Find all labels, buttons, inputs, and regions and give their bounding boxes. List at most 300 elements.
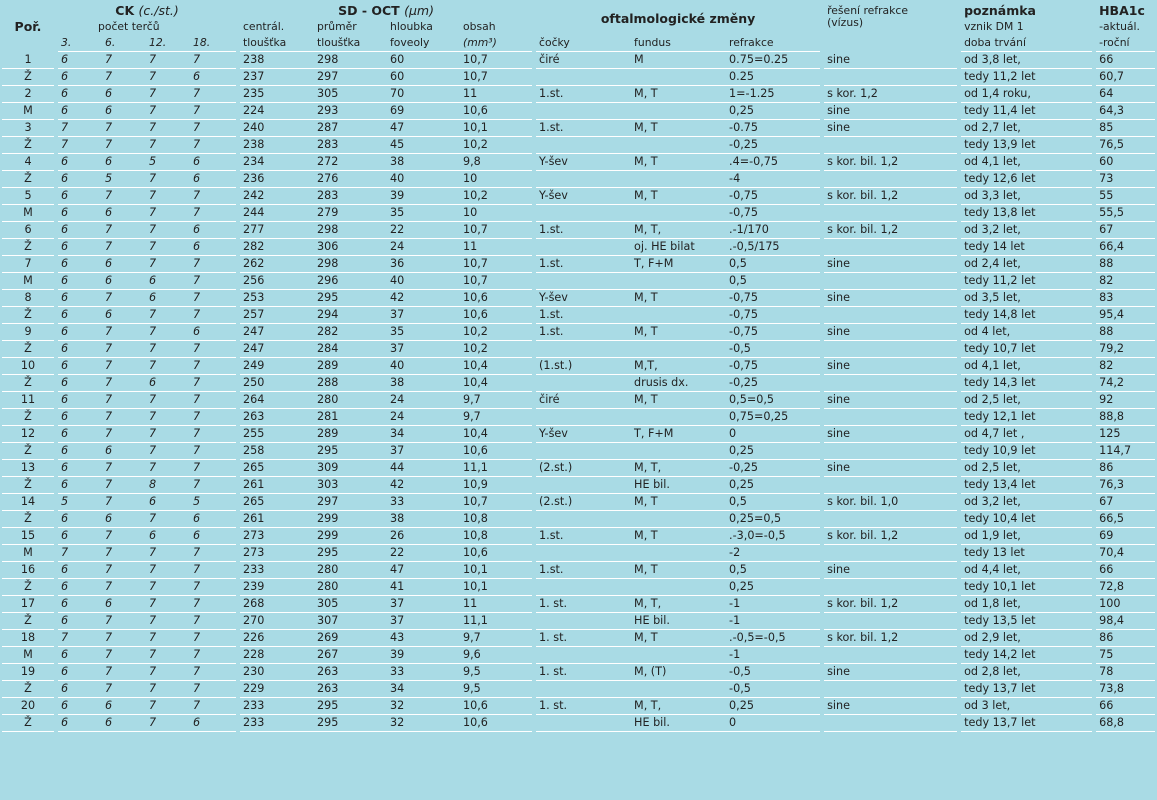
ck-value: 7 [190,307,236,324]
oct-value: 305 [314,596,387,613]
ck-value: 7 [146,171,190,188]
table-row [2,86,1155,103]
oct-value: 22 [387,545,460,562]
patient-number: 15 [2,528,54,545]
table-row [2,460,1155,477]
poznamka-value: tedy 13 let [961,545,1092,562]
poznamka-value: od 2,7 let, [961,120,1092,137]
oct-value: 293 [314,103,387,120]
ck-value: 5 [102,171,146,188]
ck-value: 7 [146,188,190,205]
oct-value: 10,4 [460,426,532,443]
poznamka-value: tedy 12,6 let [961,171,1092,188]
hba-value: 79,2 [1096,341,1155,358]
patient-number: 17 [2,596,54,613]
refrakce-value: -0,75 [726,358,820,375]
hba-value: 95,4 [1096,307,1155,324]
oct-value: 263 [314,664,387,681]
patient-number: 19 [2,664,54,681]
poznamka-value: tedy 12,1 let [961,409,1092,426]
ck-value: 7 [146,205,190,222]
cocky-value: Y-šev [536,188,631,205]
patient-sex: M [2,647,54,664]
oct-value: 34 [387,426,460,443]
refrakce-value: -0,75 [726,307,820,324]
poznamka-value: tedy 13,8 let [961,205,1092,222]
oct-value: 9,7 [460,630,532,647]
oct-value: 229 [240,681,314,698]
oct-value: 10,4 [460,375,532,392]
reseni-value [824,613,957,630]
oct-value: 224 [240,103,314,120]
ck-value: 6 [58,579,102,596]
hba-value: 88 [1096,324,1155,341]
oct-value: 284 [314,341,387,358]
table-row [2,222,1155,239]
ck-value: 6 [190,171,236,188]
refrakce-value: .-1/170 [726,222,820,239]
ck-value: 7 [146,596,190,613]
patient-sex: Ž [2,477,54,494]
oct-value: 299 [314,528,387,545]
oct-value: 244 [240,205,314,222]
reseni-value [824,307,957,324]
fundus-value: HE bil. [631,613,726,630]
oct-value: 299 [314,511,387,528]
col-header-oct-prumer: průměr [317,20,357,33]
ck-value: 7 [102,681,146,698]
poznamka-value: od 4,7 let , [961,426,1092,443]
ck-value: 6 [58,426,102,443]
hba-value: 67 [1096,222,1155,239]
fundus-value [631,341,726,358]
col-header-fundus: fundus [631,35,726,52]
oct-value: 233 [240,562,314,579]
oct-value: 305 [314,86,387,103]
oct-value: 44 [387,460,460,477]
table-row [2,375,1155,392]
hba-value: 75 [1096,647,1155,664]
ck-value: 6 [58,86,102,103]
oct-value: 10,7 [460,69,532,86]
oct-value: 10,2 [460,324,532,341]
table-row [2,562,1155,579]
ck-value: 7 [102,52,146,69]
reseni-value: s kor. bil. 1,2 [824,188,957,205]
cocky-value: Y-šev [536,290,631,307]
oct-value: 255 [240,426,314,443]
patient-number: 11 [2,392,54,409]
hba-value: 66,4 [1096,239,1155,256]
reseni-value [824,443,957,460]
reseni-value: sine [824,664,957,681]
ck-value: 7 [146,698,190,715]
oct-value: 10,7 [460,256,532,273]
oct-value: 10,6 [460,715,532,732]
ck-value: 7 [190,630,236,647]
ck-value: 7 [102,290,146,307]
reseni-value: s kor. bil. 1,2 [824,154,957,171]
ck-value: 7 [102,341,146,358]
refrakce-value: 0 [726,715,820,732]
oct-value: 33 [387,664,460,681]
reseni-value [824,273,957,290]
fundus-value [631,273,726,290]
ck-value: 6 [102,596,146,613]
cocky-value [536,103,631,120]
ck-value: 6 [58,664,102,681]
poznamka-value: od 1,8 let, [961,596,1092,613]
patient-sex: Ž [2,511,54,528]
oct-value: 10 [460,205,532,222]
ck-value: 6 [58,528,102,545]
table-header [2,3,1155,52]
refrakce-value: 0,25 [726,103,820,120]
table-row [2,511,1155,528]
fundus-value [631,205,726,222]
patient-number: 5 [2,188,54,205]
hba-value: 74,2 [1096,375,1155,392]
refrakce-value: -0,75 [726,188,820,205]
oct-value: 249 [240,358,314,375]
fundus-value: M, T [631,154,726,171]
ck-value: 6 [102,307,146,324]
table-row [2,426,1155,443]
hba-value: 70,4 [1096,545,1155,562]
col-header-oct: SD - OCT (µm) [338,3,434,18]
oct-value: 230 [240,664,314,681]
cocky-value: Y-šev [536,154,631,171]
ck-value: 7 [190,375,236,392]
oct-value: 281 [314,409,387,426]
oct-value: 10,7 [460,222,532,239]
ck-value: 7 [102,460,146,477]
col-header-doba-trvani: doba trvání [961,35,1092,52]
fundus-value: oj. HE bilat [631,239,726,256]
col-header-oct-prumer-2: tloušťka [314,35,387,52]
reseni-value [824,681,957,698]
ck-value: 6 [58,647,102,664]
fundus-value: HE bil. [631,715,726,732]
reseni-value: sine [824,358,957,375]
cocky-value: (1.st.) [536,358,631,375]
refrakce-value: -1 [726,613,820,630]
ck-value: 6 [190,715,236,732]
oct-value: 262 [240,256,314,273]
patient-sex: Ž [2,137,54,154]
fundus-value [631,443,726,460]
ck-value: 7 [102,562,146,579]
ck-value: 7 [146,358,190,375]
ck-value: 7 [146,443,190,460]
poznamka-value: tedy 10,7 let [961,341,1092,358]
oct-value: 45 [387,137,460,154]
ck-value: 7 [190,664,236,681]
oct-value: 24 [387,239,460,256]
cocky-value: 1.st. [536,120,631,137]
ck-value: 6 [58,69,102,86]
poznamka-value: tedy 11,2 let [961,69,1092,86]
col-header-ck-18: 18. [190,35,236,52]
reseni-value [824,715,957,732]
patient-number: 20 [2,698,54,715]
patient-sex: Ž [2,409,54,426]
table-row [2,341,1155,358]
patient-number: 8 [2,290,54,307]
hba-value: 55,5 [1096,205,1155,222]
fundus-value: T, F+M [631,426,726,443]
refrakce-value: .4=-0,75 [726,154,820,171]
fundus-value: M, (T) [631,664,726,681]
hba-value: 68,8 [1096,715,1155,732]
ck-value: 6 [102,715,146,732]
oct-value: 37 [387,596,460,613]
poznamka-value: tedy 14,3 let [961,375,1092,392]
ck-value: 6 [190,222,236,239]
oct-value: 264 [240,392,314,409]
ck-value: 7 [146,392,190,409]
hba-value: 86 [1096,630,1155,647]
fundus-value [631,681,726,698]
col-header-ck-3: 3. [58,35,102,52]
ck-value: 7 [190,358,236,375]
table-row [2,528,1155,545]
oct-value: 10,8 [460,528,532,545]
oct-value: 283 [314,188,387,205]
oct-value: 228 [240,647,314,664]
patient-sex: Ž [2,443,54,460]
ck-value: 7 [190,647,236,664]
table-row [2,630,1155,647]
patient-number: 10 [2,358,54,375]
oct-value: 295 [314,715,387,732]
cocky-value: 1.st. [536,256,631,273]
ck-value: 7 [102,324,146,341]
ck-value: 7 [190,86,236,103]
patient-sex: M [2,273,54,290]
ck-value: 7 [102,120,146,137]
ck-value: 7 [102,528,146,545]
refrakce-value: -0,25 [726,375,820,392]
oct-value: 36 [387,256,460,273]
ck-value: 6 [190,324,236,341]
oct-value: 303 [314,477,387,494]
oct-value: 235 [240,86,314,103]
oct-value: 33 [387,494,460,511]
fundus-value: M, T, [631,222,726,239]
ck-value: 7 [190,341,236,358]
oct-value: 295 [314,698,387,715]
oct-value: 238 [240,137,314,154]
refrakce-value: -2 [726,545,820,562]
col-header-oct-hloubka-2: foveoly [387,35,460,52]
cocky-value: 1.st. [536,528,631,545]
ck-value: 6 [102,273,146,290]
patient-sex: M [2,205,54,222]
oct-value: 11,1 [460,460,532,477]
poznamka-value: od 4,4 let, [961,562,1092,579]
table-row [2,324,1155,341]
fundus-value: M, T [631,290,726,307]
oct-value: 238 [240,52,314,69]
ck-value: 7 [190,477,236,494]
hba-value: 60,7 [1096,69,1155,86]
refrakce-value: -0,75 [726,290,820,307]
refrakce-value: -1 [726,596,820,613]
oct-value: 10,9 [460,477,532,494]
cocky-value: (2.st.) [536,460,631,477]
hba-value: 88 [1096,256,1155,273]
oct-value: 10,1 [460,562,532,579]
ck-value: 6 [58,715,102,732]
patient-sex: Ž [2,579,54,596]
ck-value: 5 [190,494,236,511]
ck-value: 7 [190,137,236,154]
oct-value: 22 [387,222,460,239]
cocky-value [536,273,631,290]
ck-value: 7 [102,613,146,630]
col-header-ck: CK (c./st.) [115,3,179,18]
patient-sex: Ž [2,715,54,732]
patient-number: 3 [2,120,54,137]
ck-value: 7 [146,715,190,732]
table-row [2,494,1155,511]
col-header-vznik: vznik DM 1 [964,20,1024,33]
col-header-reseni-refrakce: řešení refrakce (vízus) [827,4,908,29]
oct-value: 10,1 [460,120,532,137]
ck-value: 7 [146,545,190,562]
refrakce-value: 1=-1.25 [726,86,820,103]
fundus-value: M, T, [631,698,726,715]
fundus-value: M, T [631,392,726,409]
ck-value: 7 [146,239,190,256]
col-header-oct-obsah-2: (mm³) [460,35,532,52]
oct-value: 37 [387,307,460,324]
reseni-value: sine [824,324,957,341]
patient-number: 4 [2,154,54,171]
refrakce-value: .-0,5/175 [726,239,820,256]
refrakce-value: 0.25 [726,69,820,86]
ck-value: 6 [58,443,102,460]
poznamka-value: tedy 11,4 let [961,103,1092,120]
oct-value: 296 [314,273,387,290]
oct-value: 42 [387,477,460,494]
table-row [2,409,1155,426]
cocky-value: 1. st. [536,596,631,613]
poznamka-value: tedy 14 let [961,239,1092,256]
patient-sex: M [2,545,54,562]
ck-value: 6 [146,273,190,290]
reseni-value: sine [824,392,957,409]
oct-value: 40 [387,171,460,188]
patient-number: 7 [2,256,54,273]
oct-value: 263 [314,681,387,698]
ck-value: 7 [146,52,190,69]
oct-value: 69 [387,103,460,120]
ck-value: 7 [102,375,146,392]
ck-value: 6 [58,52,102,69]
table-row [2,681,1155,698]
ck-value: 7 [146,256,190,273]
fundus-value: M, T [631,494,726,511]
poznamka-value: od 3,2 let, [961,222,1092,239]
ck-value: 6 [58,205,102,222]
refrakce-value: 0,25 [726,698,820,715]
fundus-value [631,103,726,120]
ck-value: 6 [102,511,146,528]
reseni-value [824,205,957,222]
oct-value: 38 [387,375,460,392]
oct-value: 32 [387,698,460,715]
hba-value: 67 [1096,494,1155,511]
oct-value: 9,7 [460,409,532,426]
table-row [2,579,1155,596]
ck-value: 7 [190,392,236,409]
patient-number: 9 [2,324,54,341]
oct-value: 24 [387,392,460,409]
cocky-value [536,511,631,528]
oct-value: 279 [314,205,387,222]
fundus-value: drusis dx. [631,375,726,392]
poznamka-value: tedy 14,2 let [961,647,1092,664]
poznamka-value: tedy 10,1 let [961,579,1092,596]
oct-value: 236 [240,171,314,188]
table-row [2,545,1155,562]
patient-sex: Ž [2,239,54,256]
table-row [2,290,1155,307]
ck-value: 6 [146,375,190,392]
oct-value: 295 [314,290,387,307]
ck-value: 7 [190,426,236,443]
col-header-ck-12: 12. [146,35,190,52]
ck-value: 7 [190,698,236,715]
oct-value: 43 [387,630,460,647]
patient-number: 13 [2,460,54,477]
ck-value: 7 [146,222,190,239]
hba-value: 73 [1096,171,1155,188]
ck-value: 6 [58,273,102,290]
oct-value: 26 [387,528,460,545]
ck-value: 7 [102,69,146,86]
hba-value: 76,3 [1096,477,1155,494]
hba-value: 64,3 [1096,103,1155,120]
hba-value: 69 [1096,528,1155,545]
fundus-value: M,T, [631,358,726,375]
reseni-value [824,239,957,256]
cocky-value [536,477,631,494]
ck-value: 6 [58,511,102,528]
oct-value: 298 [314,52,387,69]
ck-value: 6 [102,205,146,222]
table-row [2,239,1155,256]
table-row [2,137,1155,154]
hba-value: 86 [1096,460,1155,477]
patient-number: 6 [2,222,54,239]
hba-value: 78 [1096,664,1155,681]
refrakce-value: -0,25 [726,460,820,477]
ck-value: 5 [146,154,190,171]
oct-value: 9,5 [460,681,532,698]
table-row [2,188,1155,205]
patient-sex: Ž [2,613,54,630]
oct-value: 9,5 [460,664,532,681]
oct-value: 239 [240,579,314,596]
reseni-value: s kor. 1,2 [824,86,957,103]
ck-value: 6 [146,494,190,511]
ck-value: 6 [58,341,102,358]
hba-value: 82 [1096,358,1155,375]
hba-value: 72,8 [1096,579,1155,596]
